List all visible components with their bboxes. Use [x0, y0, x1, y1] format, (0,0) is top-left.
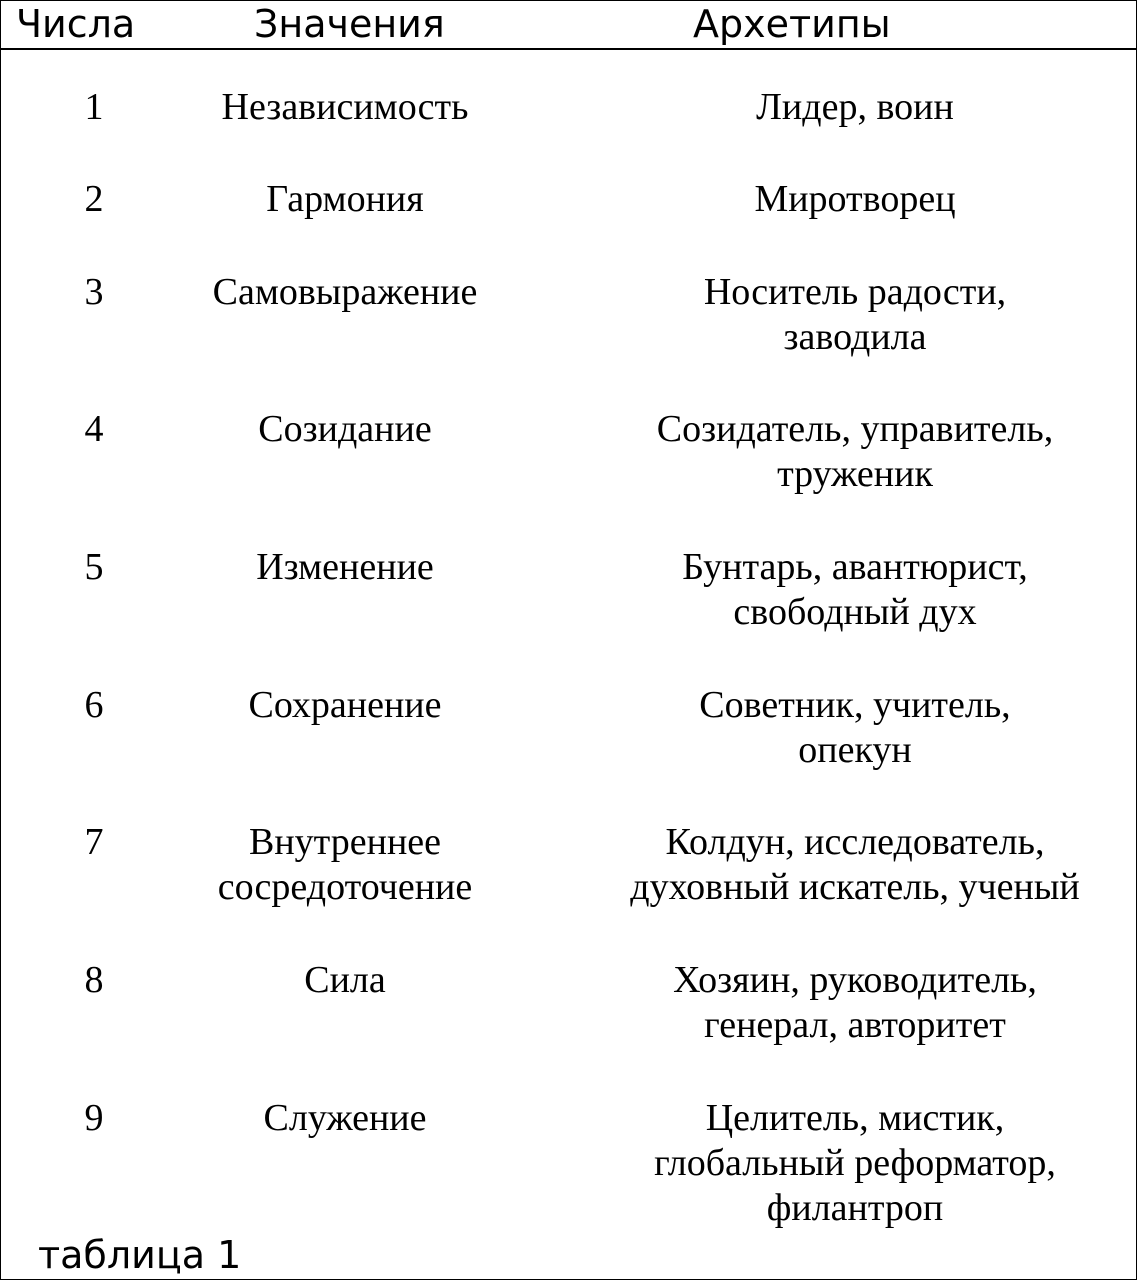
row-number: 8	[84, 959, 104, 1001]
table-caption: таблица 1	[38, 1233, 242, 1277]
archetype-line: Целитель, мистик,	[705, 1097, 1005, 1139]
row-number: 6	[84, 684, 104, 726]
archetype-line: свободный дух	[733, 591, 977, 633]
archetype-line: труженик	[777, 453, 933, 495]
meaning-line: Внутреннее	[248, 821, 442, 863]
row-archetype	[590, 958, 1120, 1048]
archetype-line: Колдун, исследователь,	[665, 821, 1045, 863]
archetype-line: Советник, учитель,	[699, 684, 1011, 726]
meaning-line: Независимость	[221, 86, 469, 128]
row-archetype	[590, 820, 1120, 910]
row-number: 4	[84, 408, 104, 450]
archetype-line: Миротворец	[754, 178, 956, 220]
row-number: 5	[84, 546, 104, 588]
row-meaning	[180, 1096, 510, 1141]
archetype-line: опекун	[798, 729, 912, 771]
meaning-line: сосредоточение	[217, 866, 473, 908]
row-number: 3	[84, 271, 104, 313]
row-meaning	[180, 683, 510, 728]
row-number: 2	[84, 178, 104, 220]
row-meaning	[180, 270, 510, 315]
row-meaning	[180, 177, 510, 222]
archetype-line: глобальный реформатор,	[654, 1142, 1056, 1184]
row-archetype	[590, 683, 1120, 773]
header-numbers: Числа	[16, 2, 136, 46]
header-meanings: Значения	[254, 2, 445, 46]
meaning-line: Служение	[263, 1097, 427, 1139]
meaning-line: Самовыражение	[212, 271, 478, 313]
archetype-line: Бунтарь, авантюрист,	[682, 546, 1028, 588]
row-meaning	[180, 958, 510, 1003]
row-number: 1	[84, 86, 104, 128]
archetype-line: заводила	[783, 316, 927, 358]
archetype-line: генерал, авторитет	[704, 1004, 1006, 1046]
row-archetype	[590, 407, 1120, 497]
archetype-line: Лидер, воин	[756, 86, 954, 128]
archetype-line: Носитель радости,	[703, 271, 1007, 313]
row-meaning	[180, 545, 510, 590]
row-number: 7	[84, 821, 104, 863]
archetype-line: филантроп	[766, 1187, 944, 1229]
archetype-line: духовный искатель, ученый	[630, 866, 1080, 908]
row-meaning	[180, 820, 510, 910]
meaning-line: Сохранение	[248, 684, 442, 726]
row-archetype	[590, 177, 1120, 222]
meaning-line: Созидание	[258, 408, 432, 450]
meaning-line: Гармония	[266, 178, 424, 220]
archetype-line: Хозяин, руководитель,	[673, 959, 1037, 1001]
row-number: 9	[84, 1097, 104, 1139]
row-archetype	[590, 85, 1120, 130]
row-meaning	[180, 85, 510, 130]
archetype-line: Созидатель, управитель,	[656, 408, 1054, 450]
row-archetype	[590, 545, 1120, 635]
meaning-line: Изменение	[256, 546, 434, 588]
row-archetype	[590, 270, 1120, 360]
row-archetype	[590, 1096, 1120, 1231]
table-header	[0, 0, 1137, 50]
meaning-line: Сила	[304, 959, 386, 1001]
row-meaning	[180, 407, 510, 452]
header-archetypes: Архетипы	[693, 2, 891, 46]
